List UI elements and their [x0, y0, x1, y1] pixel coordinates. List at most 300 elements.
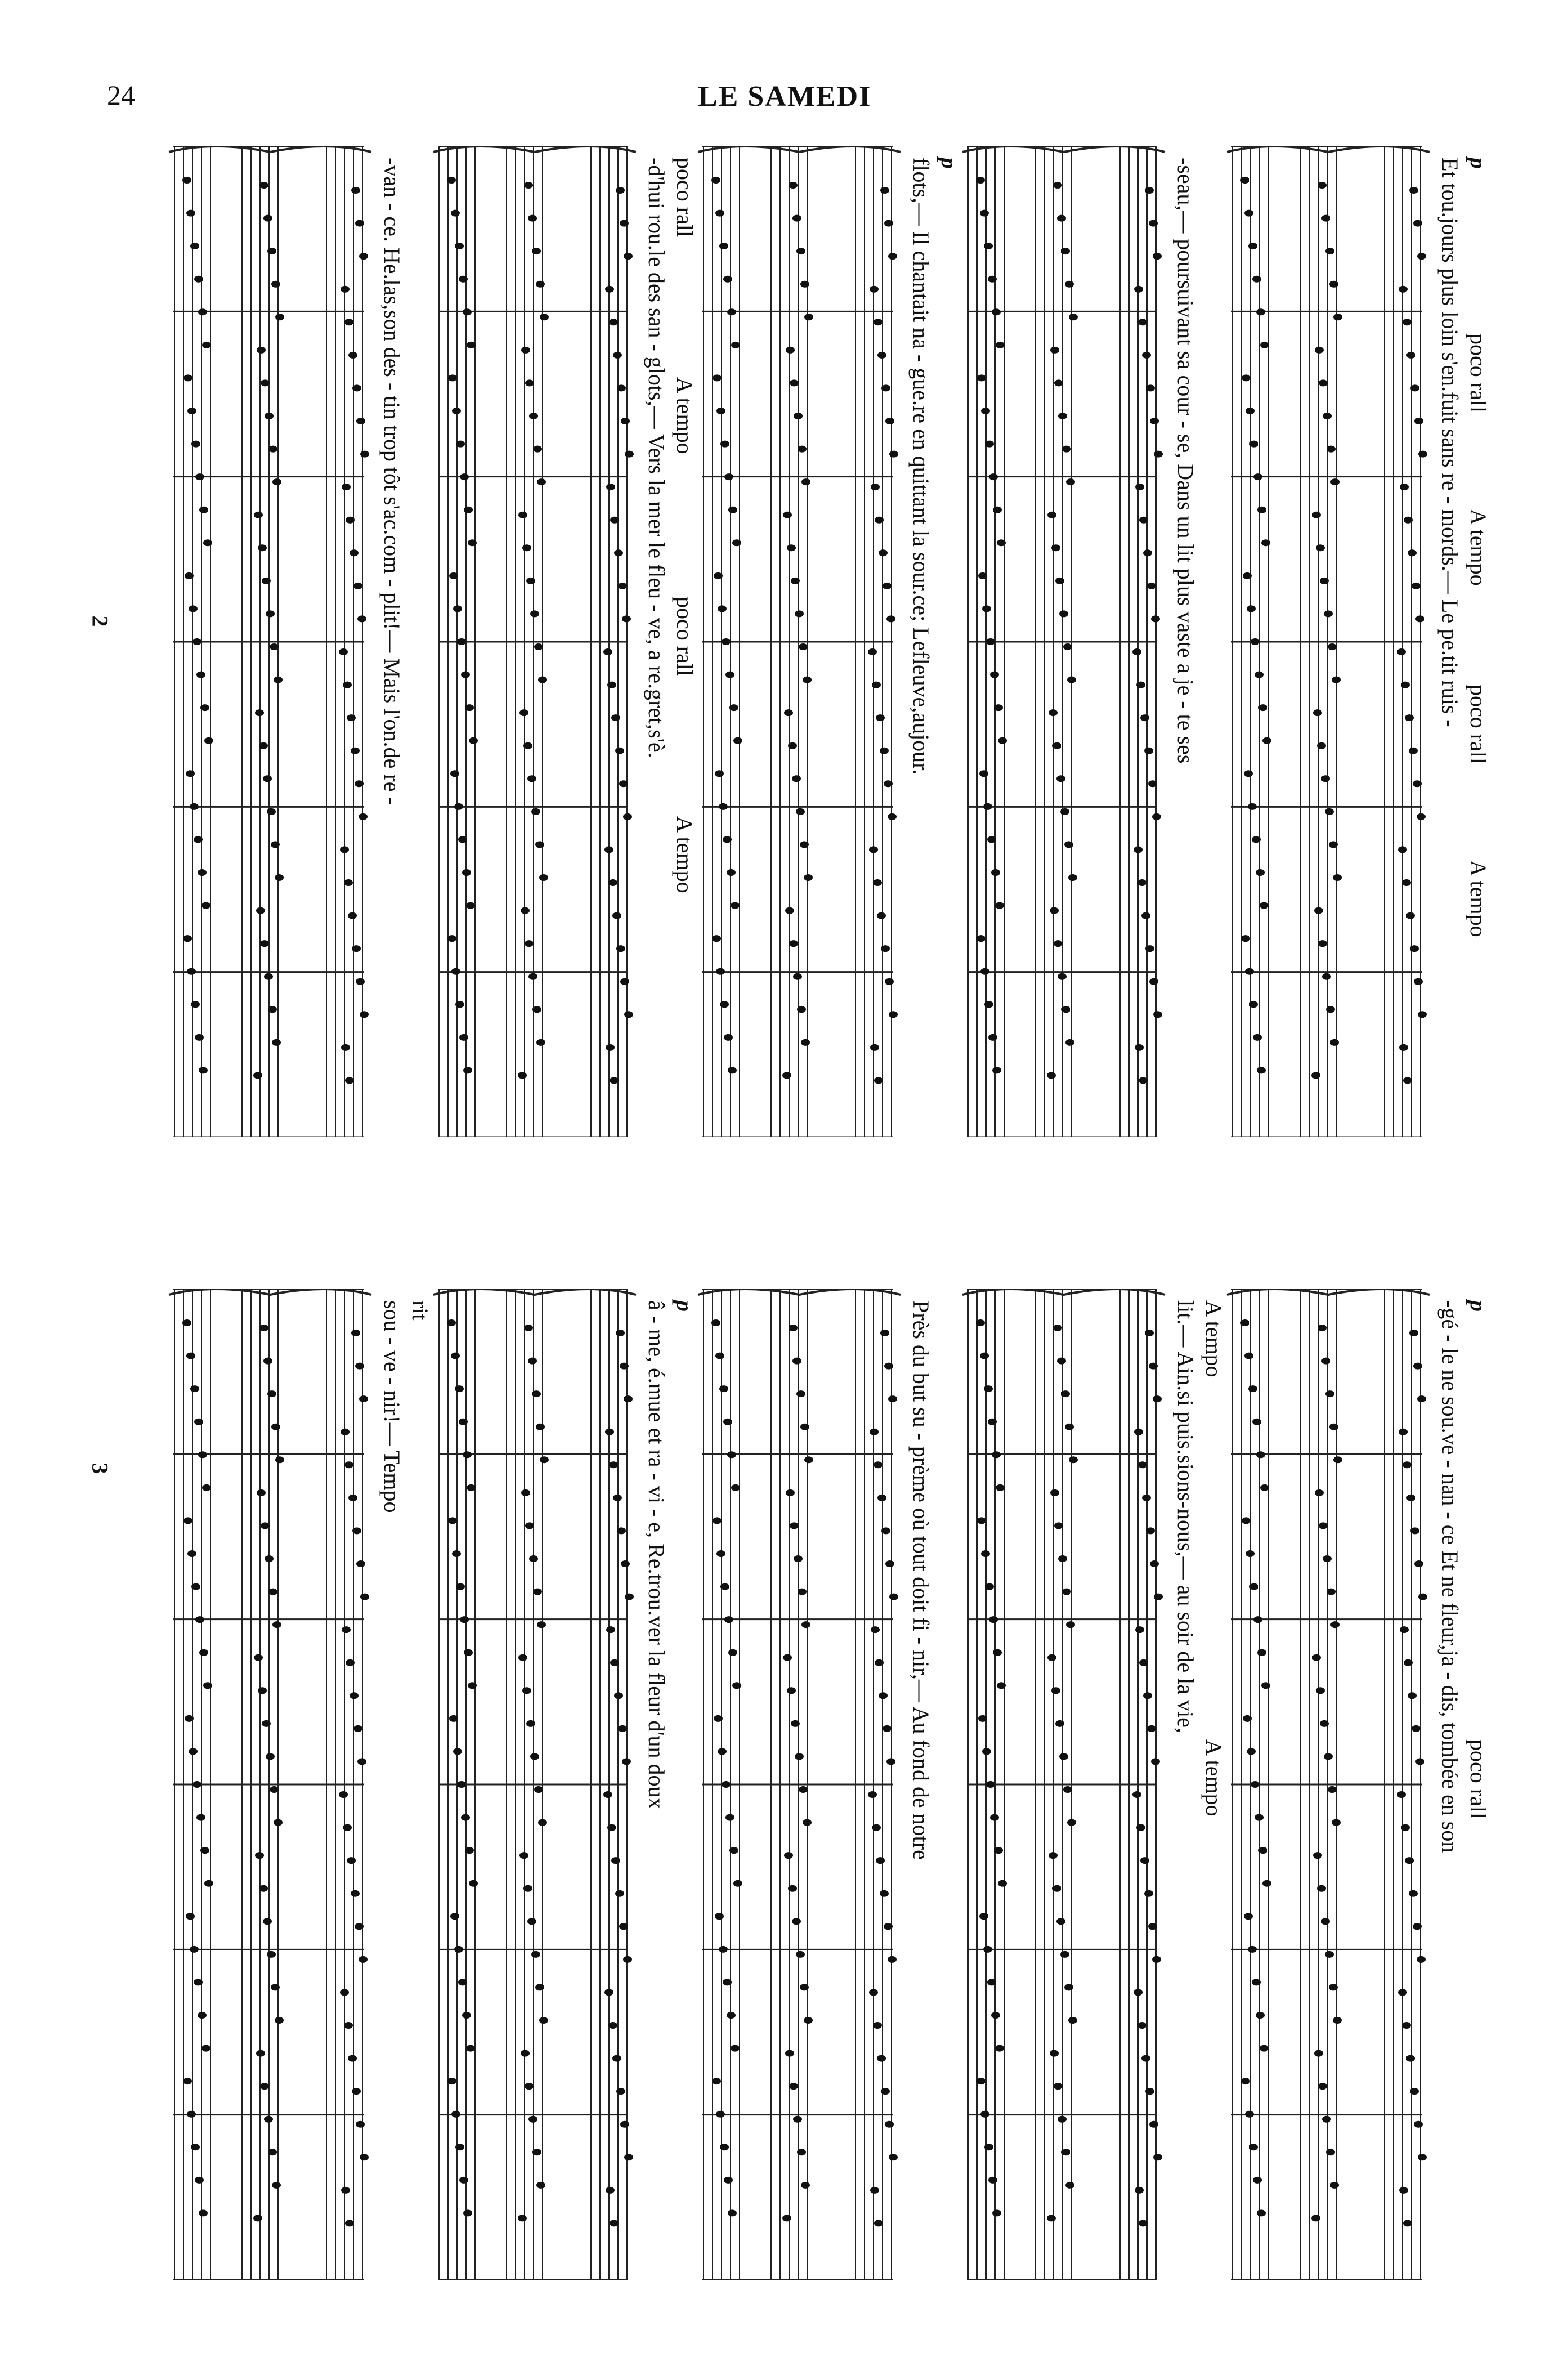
note-head	[715, 1913, 724, 1920]
note-head	[718, 605, 727, 612]
note-head	[1408, 1692, 1417, 1699]
note-head	[271, 841, 280, 848]
note-head	[977, 374, 986, 381]
note-head	[194, 1419, 203, 1425]
note-head	[873, 1461, 882, 1468]
note-head	[1149, 220, 1158, 227]
tempo-mark: A tempo	[672, 816, 697, 893]
note-head	[995, 2045, 1004, 2052]
note-head	[1069, 1456, 1078, 1463]
note-head	[187, 968, 196, 975]
lyric-text: Près du but su - prème où tout doit fi - nir,— Au fond de notre	[908, 1300, 934, 1860]
note-head	[884, 220, 893, 227]
note-head	[1050, 907, 1059, 914]
note-head	[1324, 610, 1333, 617]
note-head	[1140, 1857, 1149, 1864]
note-head	[1153, 253, 1162, 260]
note-head	[1417, 253, 1426, 260]
note-head	[264, 973, 273, 980]
note-head	[789, 940, 798, 947]
note-head	[977, 1517, 986, 1524]
note-head	[1052, 742, 1061, 749]
note-head	[1333, 874, 1342, 881]
note-head	[1053, 182, 1062, 189]
note-head	[1152, 1956, 1161, 1963]
note-head	[531, 808, 540, 815]
note-head	[1154, 1594, 1163, 1600]
note-head	[203, 1682, 212, 1689]
note-head	[1415, 1758, 1424, 1765]
note-head	[346, 517, 355, 524]
note-head	[623, 1956, 632, 1963]
note-head	[884, 1363, 893, 1370]
note-head	[448, 374, 457, 381]
note-head	[200, 704, 209, 711]
note-head	[728, 1067, 737, 1073]
note-head	[191, 2144, 200, 2150]
note-head	[469, 737, 478, 744]
note-head	[615, 748, 624, 754]
note-head	[341, 286, 350, 293]
note-head	[521, 907, 530, 914]
note-head	[984, 1001, 993, 1008]
note-head	[1061, 1390, 1070, 1397]
note-head	[1406, 2055, 1415, 2062]
note-head	[341, 2187, 350, 2194]
note-head	[1312, 1654, 1321, 1661]
note-head	[199, 507, 208, 513]
note-head	[1260, 2045, 1269, 2052]
note-head	[620, 220, 629, 227]
note-head	[722, 1781, 731, 1788]
note-head	[191, 441, 200, 448]
note-head	[621, 418, 630, 424]
note-head	[522, 1687, 531, 1694]
note-head	[791, 578, 800, 584]
note-head	[524, 182, 533, 189]
note-head	[879, 1692, 888, 1699]
note-head	[455, 243, 464, 249]
note-head	[1406, 1495, 1415, 1501]
note-head	[182, 177, 191, 184]
note-head	[1320, 1720, 1329, 1727]
note-head	[468, 1682, 477, 1689]
note-head	[1318, 940, 1327, 947]
note-head	[1058, 1555, 1067, 1562]
note-head	[355, 1923, 364, 1930]
note-head	[983, 803, 992, 810]
note-head	[192, 1781, 201, 1788]
note-head	[463, 308, 472, 315]
note-head	[339, 648, 348, 655]
note-head	[521, 1489, 530, 1496]
note-head	[880, 187, 889, 194]
note-head	[1134, 1989, 1143, 1996]
note-head	[461, 672, 470, 678]
note-head	[1409, 1330, 1418, 1336]
note-head	[1058, 413, 1067, 419]
note-head	[1256, 869, 1265, 876]
note-head	[253, 2215, 262, 2221]
note-head	[1134, 1429, 1143, 1435]
note-head	[1405, 1857, 1414, 1864]
note-head	[1314, 2050, 1323, 2057]
lyric-text: sou - ve - nir!— Tempo	[379, 1300, 405, 1513]
note-head	[353, 1725, 362, 1732]
note-head	[534, 1786, 543, 1793]
note-head	[789, 182, 798, 189]
note-head	[1153, 1395, 1162, 1402]
note-head	[988, 276, 997, 283]
note-head	[532, 2149, 541, 2155]
note-head	[275, 314, 284, 320]
note-head	[518, 2215, 527, 2221]
note-head	[1132, 1791, 1141, 1798]
note-head	[462, 2012, 471, 2019]
note-head	[876, 1857, 885, 1864]
note-head	[1066, 1621, 1075, 1628]
note-head	[789, 1325, 798, 1331]
note-head	[536, 2182, 545, 2189]
note-head	[871, 484, 880, 490]
tempo-mark: A tempo	[672, 377, 697, 454]
note-head	[464, 1649, 473, 1656]
tempo-mark: A tempo	[1466, 860, 1491, 937]
note-head	[1136, 1824, 1145, 1831]
note-head	[521, 347, 530, 354]
note-head	[1333, 314, 1342, 320]
note-head	[729, 704, 738, 711]
note-head	[268, 1589, 277, 1595]
note-head	[1047, 1654, 1056, 1661]
note-head	[889, 451, 898, 458]
note-head	[1412, 1725, 1421, 1732]
note-head	[1055, 578, 1064, 584]
note-head	[1417, 1395, 1426, 1402]
note-head	[1255, 672, 1264, 678]
note-head	[1249, 1583, 1258, 1590]
note-head	[356, 978, 365, 985]
note-head	[798, 446, 807, 453]
note-head	[1138, 319, 1147, 325]
note-head	[881, 384, 890, 391]
note-head	[1405, 714, 1414, 721]
note-head	[727, 869, 736, 876]
note-head	[447, 935, 456, 942]
note-head	[260, 2083, 269, 2090]
note-head	[1257, 2209, 1266, 2216]
note-head	[459, 2177, 468, 2184]
note-head	[204, 1880, 213, 1887]
note-head	[983, 1946, 992, 1953]
note-head	[1406, 352, 1415, 359]
note-head	[889, 1594, 898, 1600]
note-head	[1408, 549, 1417, 556]
note-head	[610, 1077, 619, 1084]
note-head	[713, 1517, 722, 1524]
note-head	[202, 1484, 211, 1491]
note-head	[722, 638, 731, 645]
note-head	[785, 907, 794, 914]
note-head	[876, 714, 885, 721]
note-head	[341, 1044, 350, 1051]
tempo-mark: poco rall	[672, 597, 697, 677]
tempo-mark: rit	[407, 1300, 433, 1321]
note-head	[1052, 1885, 1061, 1892]
note-head	[538, 677, 547, 683]
note-head	[1249, 1001, 1258, 1008]
note-head	[994, 1847, 1003, 1854]
note-head	[352, 1527, 361, 1534]
note-head	[783, 512, 792, 518]
note-head	[995, 902, 1004, 909]
note-head	[1050, 1489, 1059, 1496]
note-head	[1399, 286, 1408, 293]
note-head	[613, 352, 622, 359]
note-head	[1409, 748, 1418, 754]
note-head	[345, 1077, 354, 1084]
note-head	[190, 803, 199, 810]
note-head	[1057, 1358, 1066, 1365]
note-head	[257, 347, 266, 354]
note-head	[344, 879, 353, 886]
note-head	[1144, 1890, 1153, 1897]
note-head	[190, 1946, 199, 1953]
note-head	[1312, 512, 1321, 518]
note-head	[872, 1824, 881, 1831]
note-head	[888, 813, 897, 820]
note-head	[994, 704, 1003, 711]
music-system	[951, 1289, 1188, 2280]
note-head	[616, 2088, 625, 2095]
note-head	[1325, 248, 1334, 254]
note-head	[616, 945, 625, 952]
note-head	[731, 902, 740, 909]
note-head	[1240, 1319, 1249, 1326]
note-head	[465, 704, 474, 711]
note-head	[457, 1781, 466, 1788]
note-head	[875, 517, 884, 524]
note-head	[1253, 1034, 1262, 1041]
staff-lines	[158, 146, 394, 1137]
note-head	[1059, 610, 1068, 617]
note-head	[711, 177, 720, 184]
note-head	[1059, 1753, 1068, 1760]
note-head	[993, 507, 1002, 513]
note-head	[885, 418, 894, 424]
note-head	[1414, 418, 1423, 424]
note-head	[352, 2088, 361, 2095]
note-head	[356, 2121, 365, 2128]
note-head	[186, 210, 195, 217]
note-head	[254, 512, 263, 518]
note-head	[885, 2121, 894, 2128]
note-head	[1246, 1550, 1255, 1557]
note-head	[1413, 220, 1422, 227]
note-head	[1241, 935, 1250, 942]
note-head	[271, 1424, 280, 1430]
note-head	[874, 2220, 883, 2226]
note-head	[1324, 1753, 1333, 1760]
note-head	[733, 737, 742, 744]
note-head	[360, 451, 369, 458]
note-head	[356, 418, 365, 424]
note-head	[1065, 281, 1074, 288]
note-head	[183, 374, 192, 381]
note-head	[524, 1325, 533, 1331]
note-head	[1135, 1626, 1144, 1633]
note-head	[459, 1419, 468, 1425]
note-head	[449, 1715, 458, 1722]
note-head	[1145, 187, 1154, 194]
note-head	[264, 2116, 273, 2123]
note-head	[988, 1034, 997, 1041]
note-head	[612, 912, 621, 919]
note-head	[992, 308, 1001, 315]
note-head	[1329, 841, 1338, 848]
note-head	[1402, 2022, 1411, 2029]
note-head	[1406, 912, 1415, 919]
tempo-mark: p	[1466, 158, 1491, 169]
note-head	[719, 1385, 728, 1392]
note-head	[1311, 1072, 1320, 1079]
note-head	[984, 243, 993, 249]
note-head	[716, 408, 725, 414]
note-head	[1257, 1649, 1266, 1656]
note-head	[881, 1527, 890, 1534]
note-head	[723, 1979, 732, 1985]
note-head	[619, 1923, 628, 1930]
note-head	[1253, 2177, 1262, 2184]
note-head	[259, 742, 268, 749]
note-head	[1401, 682, 1410, 688]
note-head	[797, 2149, 806, 2155]
note-head	[1141, 2055, 1150, 2062]
lyric-text: lit.— Ain.si puis.sions-nous,— au soir de la vie,	[1173, 1300, 1198, 1733]
note-head	[996, 342, 1005, 348]
note-head	[1050, 347, 1059, 354]
lyric-line	[1171, 146, 1204, 1137]
note-head	[1054, 2083, 1063, 2090]
note-head	[190, 243, 199, 249]
note-head	[990, 1814, 999, 1821]
note-head	[803, 1819, 812, 1826]
note-head	[529, 1555, 538, 1562]
note-head	[716, 1550, 725, 1557]
staff-lines	[1216, 1289, 1452, 2280]
note-head	[724, 473, 733, 480]
note-head	[800, 1424, 809, 1430]
note-head	[183, 935, 192, 942]
note-head	[877, 912, 886, 919]
note-head	[604, 846, 613, 853]
note-head	[1138, 1461, 1147, 1468]
note-head	[272, 1039, 281, 1046]
note-head	[1143, 549, 1152, 556]
note-head	[980, 2111, 989, 2118]
note-head	[725, 1814, 734, 1821]
note-head	[881, 2088, 890, 2095]
note-head	[985, 1583, 994, 1590]
note-head	[798, 1589, 807, 1595]
note-head	[1243, 572, 1252, 579]
note-head	[182, 1319, 191, 1326]
note-head	[1319, 379, 1328, 386]
note-head	[622, 1758, 631, 1765]
note-head	[257, 1489, 266, 1496]
note-head	[801, 1039, 810, 1046]
note-head	[731, 2045, 740, 2052]
note-head	[1136, 682, 1145, 688]
note-head	[1332, 677, 1341, 683]
note-head	[463, 1451, 472, 1458]
note-head	[1319, 1522, 1328, 1529]
note-head	[1313, 1852, 1322, 1859]
note-head	[199, 1649, 208, 1656]
music-system	[687, 146, 923, 1137]
note-head	[185, 572, 194, 579]
note-head	[728, 507, 737, 513]
note-head	[1311, 2215, 1320, 2221]
note-head	[720, 441, 729, 448]
note-head	[996, 1484, 1005, 1491]
note-head	[194, 276, 203, 283]
note-head	[352, 945, 361, 952]
note-head	[1251, 1781, 1260, 1788]
note-head	[1398, 846, 1407, 853]
note-head	[1404, 1659, 1413, 1666]
note-head	[460, 1616, 469, 1623]
note-head	[1325, 1390, 1334, 1397]
note-head	[347, 1857, 356, 1864]
note-head	[610, 517, 619, 524]
note-head	[359, 813, 368, 820]
staff-lines	[687, 1289, 923, 2280]
note-head	[797, 1006, 806, 1013]
note-head	[979, 1913, 988, 1920]
note-head	[794, 413, 803, 419]
note-head	[880, 748, 889, 754]
note-head	[1149, 978, 1158, 985]
note-head	[889, 2154, 898, 2160]
note-head	[267, 248, 276, 254]
note-head	[1054, 1522, 1063, 1529]
page-title: LE SAMEDI	[698, 80, 872, 113]
note-head	[1062, 1589, 1071, 1595]
note-head	[201, 902, 210, 909]
note-head	[1248, 243, 1257, 249]
note-head	[1399, 1429, 1408, 1435]
note-head	[267, 1951, 276, 1958]
note-head	[359, 1956, 368, 1963]
note-head	[1321, 1358, 1330, 1365]
note-head	[1262, 737, 1271, 744]
note-head	[195, 1034, 204, 1041]
note-head	[1327, 446, 1336, 453]
note-head	[268, 446, 277, 453]
note-head	[888, 1395, 897, 1402]
note-head	[729, 1847, 738, 1854]
note-head	[873, 319, 882, 325]
note-head	[1318, 1325, 1327, 1331]
note-head	[1329, 1424, 1338, 1430]
note-head	[1244, 770, 1253, 777]
note-head	[1414, 2121, 1423, 2128]
note-head	[870, 286, 879, 293]
note-head	[1063, 1786, 1072, 1793]
note-head	[455, 1385, 464, 1392]
note-head	[615, 1890, 624, 1897]
